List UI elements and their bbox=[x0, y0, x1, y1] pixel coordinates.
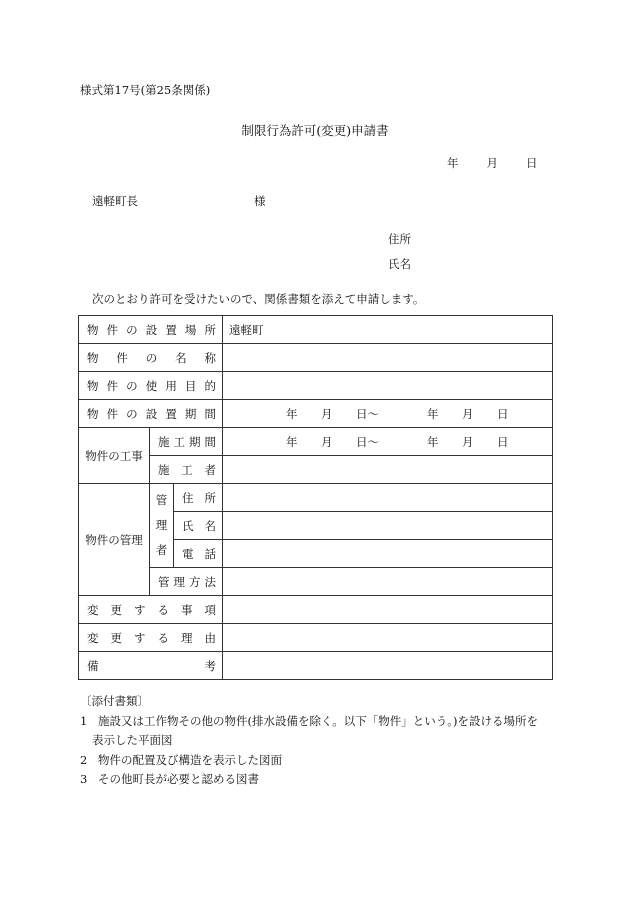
attachment-text: その他町長が必要と認める図書 bbox=[98, 772, 259, 786]
attachments-heading: 〔添付書類〕 bbox=[80, 694, 149, 708]
installation-period-label: 物 件 の 設 置 期 間 bbox=[87, 406, 216, 421]
period-year: 年 bbox=[286, 407, 298, 421]
change-reason-value[interactable] bbox=[223, 624, 553, 652]
period-month-to: 月 bbox=[462, 407, 474, 421]
period-month: 月 bbox=[321, 407, 333, 421]
change-item-value[interactable] bbox=[223, 596, 553, 624]
date-line bbox=[447, 155, 538, 171]
object-name-label: 物 件 の 名 称 bbox=[87, 350, 216, 365]
manager-name-label: 氏 名 bbox=[182, 518, 217, 533]
attachment-num: 1 bbox=[80, 713, 88, 728]
addressee: 遠軽町長 bbox=[92, 194, 138, 208]
remarks-label: 備 考 bbox=[87, 658, 217, 673]
date-day: 日 bbox=[526, 156, 538, 170]
contractor-label-cell bbox=[150, 456, 223, 484]
construction-period-value[interactable] bbox=[223, 428, 553, 456]
table-row bbox=[79, 596, 553, 624]
installation-period-value[interactable] bbox=[223, 400, 553, 428]
contractor-label: 施 工 者 bbox=[158, 462, 216, 477]
change-item-label: 変 更 す る 事 項 bbox=[87, 602, 216, 617]
attachment-item-1 bbox=[80, 712, 538, 732]
manager-address-label: 住 所 bbox=[182, 490, 217, 505]
intro-text: 次のとおり許可を受けたいので、関係書類を添えて申請します。 bbox=[92, 292, 425, 306]
attachments-section bbox=[80, 692, 538, 790]
table-row bbox=[79, 316, 553, 344]
applicant-name-label: 氏名 bbox=[388, 257, 411, 271]
manager-phone-label-cell bbox=[174, 540, 223, 568]
table-row bbox=[79, 456, 553, 484]
manager-phone-value[interactable] bbox=[223, 540, 553, 568]
attachment-num: 3 bbox=[80, 772, 88, 786]
method-label-cell bbox=[150, 568, 223, 596]
location-label-cell bbox=[79, 316, 223, 344]
attachment-item-1-cont: 表示した平面図 bbox=[92, 733, 173, 747]
manager-address-value[interactable] bbox=[223, 484, 553, 512]
contractor-value[interactable] bbox=[223, 456, 553, 484]
location-value[interactable]: 遠軽町 bbox=[223, 316, 553, 344]
period-label-cell bbox=[79, 400, 223, 428]
purpose-label-cell bbox=[79, 372, 223, 400]
attachment-num: 2 bbox=[80, 752, 88, 767]
date-year: 年 bbox=[447, 156, 459, 170]
construction-label: 物件の工事 bbox=[79, 428, 150, 484]
manager-phone-label: 電 話 bbox=[182, 546, 217, 561]
manager-address-label-cell bbox=[174, 484, 223, 512]
name-label-cell bbox=[79, 344, 223, 372]
attachment-item-2 bbox=[80, 751, 538, 771]
document-title: 制限行為許可(変更)申請書 bbox=[241, 123, 389, 138]
remarks-label-cell bbox=[79, 652, 223, 680]
applicant-address-label: 住所 bbox=[388, 232, 411, 246]
form-number: 様式第17号(第25条関係) bbox=[80, 83, 211, 97]
construction-period-label-cell bbox=[150, 428, 223, 456]
construction-year: 年 bbox=[286, 435, 298, 449]
remarks-value[interactable] bbox=[223, 652, 553, 680]
table-row bbox=[79, 344, 553, 372]
attachment-text: 施設又は工作物その他の物件(排水設備を除く。以下「物件」という。)を設ける場所を bbox=[98, 713, 538, 728]
table-row bbox=[79, 428, 553, 456]
period-year-to: 年 bbox=[427, 407, 439, 421]
date-month: 月 bbox=[486, 156, 498, 170]
object-name-value[interactable] bbox=[223, 344, 553, 372]
period-day-from: 日～ bbox=[356, 407, 380, 421]
construction-day-to: 日 bbox=[497, 435, 509, 449]
manager-label: 管 理 者 bbox=[150, 484, 174, 568]
change-item-label-cell bbox=[79, 596, 223, 624]
honorific: 様 bbox=[254, 194, 266, 208]
table-row bbox=[79, 652, 553, 680]
purpose-value[interactable] bbox=[223, 372, 553, 400]
period-day-to: 日 bbox=[497, 407, 509, 421]
table-row bbox=[79, 484, 553, 512]
construction-month-to: 月 bbox=[462, 435, 474, 449]
change-reason-label: 変 更 す る 理 由 bbox=[87, 630, 216, 645]
construction-period-label: 施 工 期 間 bbox=[158, 434, 216, 449]
application-table bbox=[78, 315, 553, 680]
construction-day-from: 日～ bbox=[356, 435, 380, 449]
management-label: 物件の管理 bbox=[79, 484, 150, 596]
table-row bbox=[79, 400, 553, 428]
construction-year-to: 年 bbox=[427, 435, 439, 449]
change-reason-label-cell bbox=[79, 624, 223, 652]
table-row bbox=[79, 624, 553, 652]
construction-month: 月 bbox=[321, 435, 333, 449]
attachment-item-3 bbox=[80, 770, 538, 790]
table-row bbox=[79, 568, 553, 596]
management-method-value[interactable] bbox=[223, 568, 553, 596]
location-label: 物 件 の 設 置 場 所 bbox=[87, 322, 216, 337]
management-method-label: 管 理 方 法 bbox=[158, 574, 216, 589]
manager-name-label-cell bbox=[174, 512, 223, 540]
attachment-text: 物件の配置及び構造を表示した図面 bbox=[98, 752, 282, 767]
purpose-label: 物 件 の 使 用 目 的 bbox=[87, 378, 216, 393]
table-row bbox=[79, 372, 553, 400]
manager-name-value[interactable] bbox=[223, 512, 553, 540]
